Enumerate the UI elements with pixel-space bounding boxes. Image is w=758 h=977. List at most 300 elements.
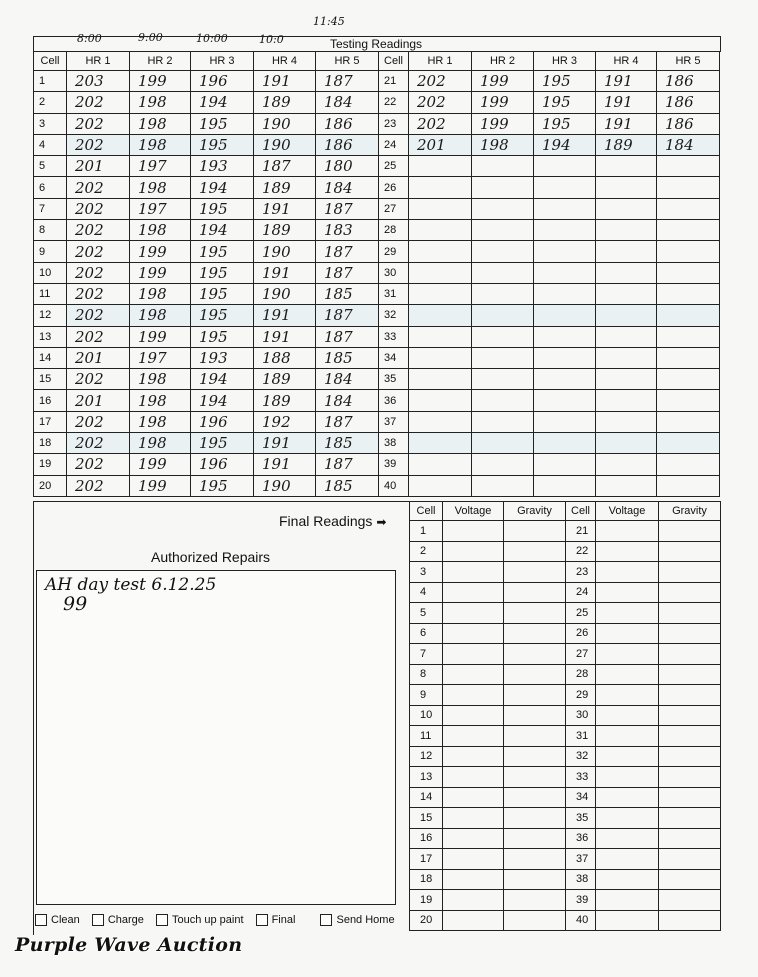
reading-cell: 192 bbox=[254, 411, 316, 432]
testing-readings-table bbox=[33, 51, 720, 497]
col-header: HR 1 bbox=[409, 52, 472, 71]
table-row bbox=[410, 869, 721, 890]
table-row bbox=[34, 326, 720, 347]
reading-cell: 195 bbox=[191, 305, 254, 326]
gravity-cell[interactable] bbox=[659, 849, 721, 870]
table-row bbox=[34, 283, 720, 304]
gravity-cell[interactable] bbox=[504, 623, 566, 644]
authorized-repairs-box[interactable] bbox=[36, 570, 396, 905]
cell-number: 30 bbox=[379, 262, 409, 283]
reading-cell: 194 bbox=[191, 92, 254, 113]
reading-cell: 189 bbox=[254, 220, 316, 241]
gravity-cell[interactable] bbox=[504, 562, 566, 583]
reading-cell bbox=[472, 262, 534, 283]
cell-number: 37 bbox=[566, 849, 596, 870]
checkbox-icon bbox=[256, 914, 268, 926]
gravity-cell[interactable] bbox=[504, 644, 566, 665]
reading-cell: 202 bbox=[67, 283, 130, 304]
reading-cell bbox=[409, 369, 472, 390]
voltage-cell[interactable] bbox=[596, 767, 659, 788]
gravity-cell[interactable] bbox=[659, 910, 721, 931]
reading-cell: 202 bbox=[67, 92, 130, 113]
reading-cell bbox=[657, 411, 720, 432]
reading-cell bbox=[596, 220, 657, 241]
voltage-cell[interactable] bbox=[596, 849, 659, 870]
voltage-cell[interactable] bbox=[596, 644, 659, 665]
voltage-cell[interactable] bbox=[443, 849, 504, 870]
table-row bbox=[34, 369, 720, 390]
gravity-cell[interactable] bbox=[504, 582, 566, 603]
gravity-cell[interactable] bbox=[659, 562, 721, 583]
voltage-cell[interactable] bbox=[443, 664, 504, 685]
reading-cell: 202 bbox=[67, 198, 130, 219]
reading-cell bbox=[596, 369, 657, 390]
reading-cell: 202 bbox=[67, 369, 130, 390]
table-row bbox=[410, 828, 721, 849]
cell-number: 34 bbox=[566, 787, 596, 808]
reading-cell: 202 bbox=[67, 411, 130, 432]
table-row bbox=[34, 347, 720, 368]
reading-cell bbox=[657, 241, 720, 262]
voltage-cell[interactable] bbox=[596, 890, 659, 911]
gravity-cell[interactable] bbox=[504, 705, 566, 726]
checkbox-label: Final bbox=[271, 914, 296, 926]
cell-number: 21 bbox=[379, 71, 409, 92]
reading-cell: 196 bbox=[191, 454, 254, 475]
reading-cell: 187 bbox=[316, 326, 379, 347]
voltage-cell[interactable] bbox=[596, 685, 659, 706]
table-row bbox=[34, 411, 720, 432]
table-row bbox=[34, 198, 720, 219]
reading-cell bbox=[409, 283, 472, 304]
cell-number: 10 bbox=[34, 262, 67, 283]
reading-cell: 190 bbox=[254, 113, 316, 134]
reading-cell bbox=[596, 454, 657, 475]
reading-cell: 202 bbox=[67, 454, 130, 475]
reading-cell bbox=[657, 305, 720, 326]
col-header: Cell bbox=[34, 52, 67, 71]
cell-number: 36 bbox=[566, 828, 596, 849]
reading-cell: 198 bbox=[472, 134, 534, 155]
reading-cell: 194 bbox=[191, 369, 254, 390]
gravity-cell[interactable] bbox=[504, 890, 566, 911]
reading-cell bbox=[409, 220, 472, 241]
reading-cell: 195 bbox=[191, 283, 254, 304]
voltage-cell[interactable] bbox=[596, 562, 659, 583]
reading-cell bbox=[534, 156, 596, 177]
reading-cell: 189 bbox=[596, 134, 657, 155]
cell-number: 38 bbox=[566, 869, 596, 890]
cell-number: 39 bbox=[379, 454, 409, 475]
reading-cell: 189 bbox=[254, 92, 316, 113]
reading-cell bbox=[472, 347, 534, 368]
gravity-cell[interactable] bbox=[504, 746, 566, 767]
reading-cell: 202 bbox=[67, 177, 130, 198]
voltage-cell[interactable] bbox=[443, 562, 504, 583]
voltage-cell[interactable] bbox=[596, 582, 659, 603]
reading-cell bbox=[657, 454, 720, 475]
voltage-cell[interactable] bbox=[443, 603, 504, 624]
reading-cell: 197 bbox=[130, 198, 191, 219]
voltage-cell[interactable] bbox=[596, 541, 659, 562]
gravity-cell[interactable] bbox=[504, 685, 566, 706]
reading-cell: 186 bbox=[316, 113, 379, 134]
cell-number: 4 bbox=[34, 134, 67, 155]
reading-cell: 199 bbox=[472, 113, 534, 134]
cell-number: 21 bbox=[566, 521, 596, 542]
cell-number: 26 bbox=[566, 623, 596, 644]
reading-cell bbox=[472, 454, 534, 475]
reading-cell bbox=[534, 241, 596, 262]
cell-number: 23 bbox=[566, 562, 596, 583]
reading-cell: 201 bbox=[409, 134, 472, 155]
col-header: HR 3 bbox=[534, 52, 596, 71]
reading-cell bbox=[472, 305, 534, 326]
reading-cell bbox=[657, 220, 720, 241]
gravity-cell[interactable] bbox=[504, 664, 566, 685]
reading-cell: 187 bbox=[316, 262, 379, 283]
reading-cell: 199 bbox=[130, 262, 191, 283]
reading-cell: 187 bbox=[316, 241, 379, 262]
col-header: Voltage bbox=[443, 502, 504, 521]
reading-cell: 195 bbox=[191, 134, 254, 155]
arrow-right-icon: ➡ bbox=[376, 515, 387, 529]
col-header: Gravity bbox=[659, 502, 721, 521]
cell-number: 20 bbox=[410, 910, 443, 931]
reading-cell: 187 bbox=[316, 71, 379, 92]
voltage-cell[interactable] bbox=[596, 705, 659, 726]
reading-cell: 187 bbox=[316, 198, 379, 219]
gravity-cell[interactable] bbox=[659, 890, 721, 911]
gravity-cell[interactable] bbox=[659, 664, 721, 685]
gravity-cell[interactable] bbox=[659, 582, 721, 603]
reading-cell bbox=[409, 475, 472, 496]
gravity-cell[interactable] bbox=[659, 705, 721, 726]
table-row bbox=[34, 220, 720, 241]
table-row bbox=[410, 664, 721, 685]
col-header: HR 4 bbox=[254, 52, 316, 71]
gravity-cell[interactable] bbox=[504, 541, 566, 562]
voltage-cell[interactable] bbox=[596, 828, 659, 849]
checkbox-send-home[interactable] bbox=[320, 914, 394, 926]
reading-cell: 188 bbox=[254, 347, 316, 368]
reading-cell bbox=[534, 305, 596, 326]
voltage-cell[interactable] bbox=[596, 910, 659, 931]
reading-cell: 202 bbox=[67, 113, 130, 134]
final-readings-text: Final Readings bbox=[279, 513, 373, 529]
reading-cell bbox=[534, 475, 596, 496]
time-hr5: 11:45 bbox=[313, 15, 345, 28]
time-hr3: 10:00 bbox=[196, 32, 228, 45]
gravity-cell[interactable] bbox=[659, 623, 721, 644]
voltage-cell[interactable] bbox=[596, 808, 659, 829]
cell-number: 12 bbox=[34, 305, 67, 326]
voltage-cell[interactable] bbox=[443, 541, 504, 562]
reading-cell: 193 bbox=[191, 347, 254, 368]
final-readings-label bbox=[279, 513, 386, 529]
voltage-cell[interactable] bbox=[443, 746, 504, 767]
cell-number: 11 bbox=[34, 283, 67, 304]
gravity-cell[interactable] bbox=[659, 521, 721, 542]
cell-number: 10 bbox=[410, 705, 443, 726]
voltage-cell[interactable] bbox=[596, 664, 659, 685]
reading-cell bbox=[409, 198, 472, 219]
reading-cell: 202 bbox=[67, 305, 130, 326]
voltage-cell[interactable] bbox=[443, 910, 504, 931]
reading-cell: 187 bbox=[316, 305, 379, 326]
reading-cell bbox=[409, 433, 472, 454]
reading-cell: 202 bbox=[409, 92, 472, 113]
reading-cell bbox=[596, 475, 657, 496]
checkbox-charge[interactable] bbox=[92, 914, 144, 926]
reading-cell: 199 bbox=[130, 71, 191, 92]
reading-cell: 195 bbox=[534, 113, 596, 134]
cell-number: 22 bbox=[379, 92, 409, 113]
reading-cell: 184 bbox=[657, 134, 720, 155]
gravity-cell[interactable] bbox=[504, 787, 566, 808]
voltage-cell[interactable] bbox=[443, 787, 504, 808]
cell-number: 8 bbox=[410, 664, 443, 685]
reading-cell: 189 bbox=[254, 390, 316, 411]
reading-cell: 203 bbox=[67, 71, 130, 92]
battery-test-sheet bbox=[33, 15, 721, 934]
reading-cell bbox=[534, 411, 596, 432]
table-row bbox=[34, 177, 720, 198]
time-hr2: 9:00 bbox=[138, 31, 163, 44]
cell-number: 32 bbox=[566, 746, 596, 767]
reading-cell: 191 bbox=[254, 454, 316, 475]
reading-cell bbox=[472, 433, 534, 454]
reading-cell: 185 bbox=[316, 283, 379, 304]
cell-number: 13 bbox=[410, 767, 443, 788]
voltage-cell[interactable] bbox=[596, 746, 659, 767]
checkbox-label: Send Home bbox=[336, 914, 395, 926]
voltage-cell[interactable] bbox=[443, 623, 504, 644]
reading-cell: 202 bbox=[409, 71, 472, 92]
table-row bbox=[34, 92, 720, 113]
table-row bbox=[410, 521, 721, 542]
reading-cell: 191 bbox=[254, 433, 316, 454]
reading-cell: 191 bbox=[254, 305, 316, 326]
reading-cell: 198 bbox=[130, 113, 191, 134]
reading-cell: 194 bbox=[191, 390, 254, 411]
voltage-cell[interactable] bbox=[443, 869, 504, 890]
reading-cell bbox=[657, 369, 720, 390]
reading-cell: 191 bbox=[596, 92, 657, 113]
gravity-cell[interactable] bbox=[504, 828, 566, 849]
cell-number: 26 bbox=[379, 177, 409, 198]
reading-cell bbox=[596, 433, 657, 454]
reading-cell: 198 bbox=[130, 369, 191, 390]
cell-number: 24 bbox=[379, 134, 409, 155]
voltage-cell[interactable] bbox=[443, 767, 504, 788]
cell-number: 34 bbox=[379, 347, 409, 368]
cell-number: 11 bbox=[410, 726, 443, 747]
reading-cell bbox=[534, 326, 596, 347]
cell-number: 35 bbox=[379, 369, 409, 390]
voltage-cell[interactable] bbox=[596, 521, 659, 542]
gravity-cell[interactable] bbox=[659, 726, 721, 747]
gravity-cell[interactable] bbox=[504, 726, 566, 747]
col-header: HR 5 bbox=[316, 52, 379, 71]
reading-cell: 195 bbox=[191, 262, 254, 283]
checkbox-touch-up-paint[interactable] bbox=[156, 914, 244, 926]
gravity-cell[interactable] bbox=[659, 869, 721, 890]
final-readings-table bbox=[409, 501, 721, 931]
reading-cell: 190 bbox=[254, 283, 316, 304]
cell-number: 33 bbox=[379, 326, 409, 347]
reading-cell: 196 bbox=[191, 71, 254, 92]
cell-number: 31 bbox=[379, 283, 409, 304]
voltage-cell[interactable] bbox=[443, 726, 504, 747]
reading-cell bbox=[534, 390, 596, 411]
reading-cell bbox=[657, 390, 720, 411]
voltage-cell[interactable] bbox=[596, 623, 659, 644]
gravity-cell[interactable] bbox=[659, 828, 721, 849]
reading-cell: 189 bbox=[254, 177, 316, 198]
gravity-cell[interactable] bbox=[659, 787, 721, 808]
reading-cell: 185 bbox=[316, 347, 379, 368]
voltage-cell[interactable] bbox=[443, 521, 504, 542]
reading-cell bbox=[596, 305, 657, 326]
gravity-cell[interactable] bbox=[659, 603, 721, 624]
reading-cell bbox=[409, 305, 472, 326]
table-row bbox=[410, 787, 721, 808]
table-row bbox=[410, 849, 721, 870]
reading-cell: 180 bbox=[316, 156, 379, 177]
left-border bbox=[33, 501, 34, 935]
reading-cell bbox=[657, 475, 720, 496]
reading-cell bbox=[657, 177, 720, 198]
gravity-cell[interactable] bbox=[504, 808, 566, 829]
reading-cell bbox=[534, 262, 596, 283]
reading-cell: 202 bbox=[67, 475, 130, 496]
reading-cell bbox=[534, 283, 596, 304]
cell-number: 40 bbox=[566, 910, 596, 931]
gravity-cell[interactable] bbox=[659, 685, 721, 706]
reading-cell: 183 bbox=[316, 220, 379, 241]
voltage-cell[interactable] bbox=[443, 644, 504, 665]
testing-header-row bbox=[34, 52, 720, 71]
cell-number: 30 bbox=[566, 705, 596, 726]
reading-cell: 187 bbox=[316, 411, 379, 432]
reading-cell: 202 bbox=[67, 241, 130, 262]
voltage-cell[interactable] bbox=[443, 808, 504, 829]
table-row bbox=[34, 475, 720, 496]
watermark-brand: Purple Wave Auction bbox=[15, 934, 243, 956]
gravity-cell[interactable] bbox=[659, 767, 721, 788]
final-header-row bbox=[410, 502, 721, 521]
voltage-cell[interactable] bbox=[443, 582, 504, 603]
reading-cell: 184 bbox=[316, 92, 379, 113]
reading-cell: 187 bbox=[254, 156, 316, 177]
col-header: Gravity bbox=[504, 502, 566, 521]
cell-number: 5 bbox=[34, 156, 67, 177]
reading-cell bbox=[596, 347, 657, 368]
cell-number: 37 bbox=[379, 411, 409, 432]
voltage-cell[interactable] bbox=[443, 828, 504, 849]
reading-cell: 195 bbox=[191, 433, 254, 454]
authorized-repairs-title: Authorized Repairs bbox=[151, 549, 271, 565]
cell-number: 18 bbox=[34, 433, 67, 454]
table-row bbox=[34, 390, 720, 411]
cell-number: 27 bbox=[379, 198, 409, 219]
reading-cell bbox=[534, 198, 596, 219]
reading-cell: 195 bbox=[191, 113, 254, 134]
table-row bbox=[34, 134, 720, 155]
reading-cell: 197 bbox=[130, 347, 191, 368]
cell-number: 15 bbox=[34, 369, 67, 390]
reading-cell bbox=[596, 262, 657, 283]
gravity-cell[interactable] bbox=[504, 849, 566, 870]
reading-cell bbox=[534, 369, 596, 390]
reading-cell: 199 bbox=[472, 92, 534, 113]
cell-number: 25 bbox=[566, 603, 596, 624]
reading-cell bbox=[472, 156, 534, 177]
cell-number: 9 bbox=[410, 685, 443, 706]
reading-cell: 196 bbox=[191, 411, 254, 432]
reading-cell bbox=[657, 433, 720, 454]
voltage-cell[interactable] bbox=[443, 685, 504, 706]
table-row bbox=[410, 890, 721, 911]
gravity-cell[interactable] bbox=[504, 521, 566, 542]
cell-number: 19 bbox=[410, 890, 443, 911]
col-header: HR 4 bbox=[596, 52, 657, 71]
reading-cell bbox=[534, 220, 596, 241]
gravity-cell[interactable] bbox=[504, 603, 566, 624]
gravity-cell[interactable] bbox=[659, 541, 721, 562]
reading-cell bbox=[596, 326, 657, 347]
voltage-cell[interactable] bbox=[596, 603, 659, 624]
reading-cell: 187 bbox=[316, 454, 379, 475]
cell-number: 2 bbox=[410, 541, 443, 562]
reading-cell bbox=[409, 390, 472, 411]
voltage-cell[interactable] bbox=[443, 890, 504, 911]
gravity-cell[interactable] bbox=[659, 808, 721, 829]
gravity-cell[interactable] bbox=[504, 910, 566, 931]
reading-cell bbox=[596, 283, 657, 304]
gravity-cell[interactable] bbox=[659, 644, 721, 665]
reading-cell bbox=[657, 347, 720, 368]
table-row bbox=[410, 726, 721, 747]
cell-number: 4 bbox=[410, 582, 443, 603]
voltage-cell[interactable] bbox=[596, 726, 659, 747]
reading-cell: 191 bbox=[596, 71, 657, 92]
reading-cell: 198 bbox=[130, 177, 191, 198]
gravity-cell[interactable] bbox=[659, 746, 721, 767]
gravity-cell[interactable] bbox=[504, 869, 566, 890]
reading-cell bbox=[472, 177, 534, 198]
checkbox-clean[interactable] bbox=[35, 914, 80, 926]
reading-cell: 201 bbox=[67, 390, 130, 411]
cell-number: 5 bbox=[410, 603, 443, 624]
table-row bbox=[410, 562, 721, 583]
col-header: HR 1 bbox=[67, 52, 130, 71]
voltage-cell[interactable] bbox=[596, 787, 659, 808]
reading-cell: 184 bbox=[316, 390, 379, 411]
voltage-cell[interactable] bbox=[443, 705, 504, 726]
cell-number: 9 bbox=[34, 241, 67, 262]
gravity-cell[interactable] bbox=[504, 767, 566, 788]
reading-cell: 202 bbox=[67, 326, 130, 347]
table-row bbox=[410, 623, 721, 644]
table-row bbox=[34, 305, 720, 326]
voltage-cell[interactable] bbox=[596, 869, 659, 890]
table-row bbox=[34, 113, 720, 134]
checkbox-final[interactable] bbox=[256, 914, 296, 926]
cell-number: 38 bbox=[379, 433, 409, 454]
reading-cell: 191 bbox=[254, 262, 316, 283]
